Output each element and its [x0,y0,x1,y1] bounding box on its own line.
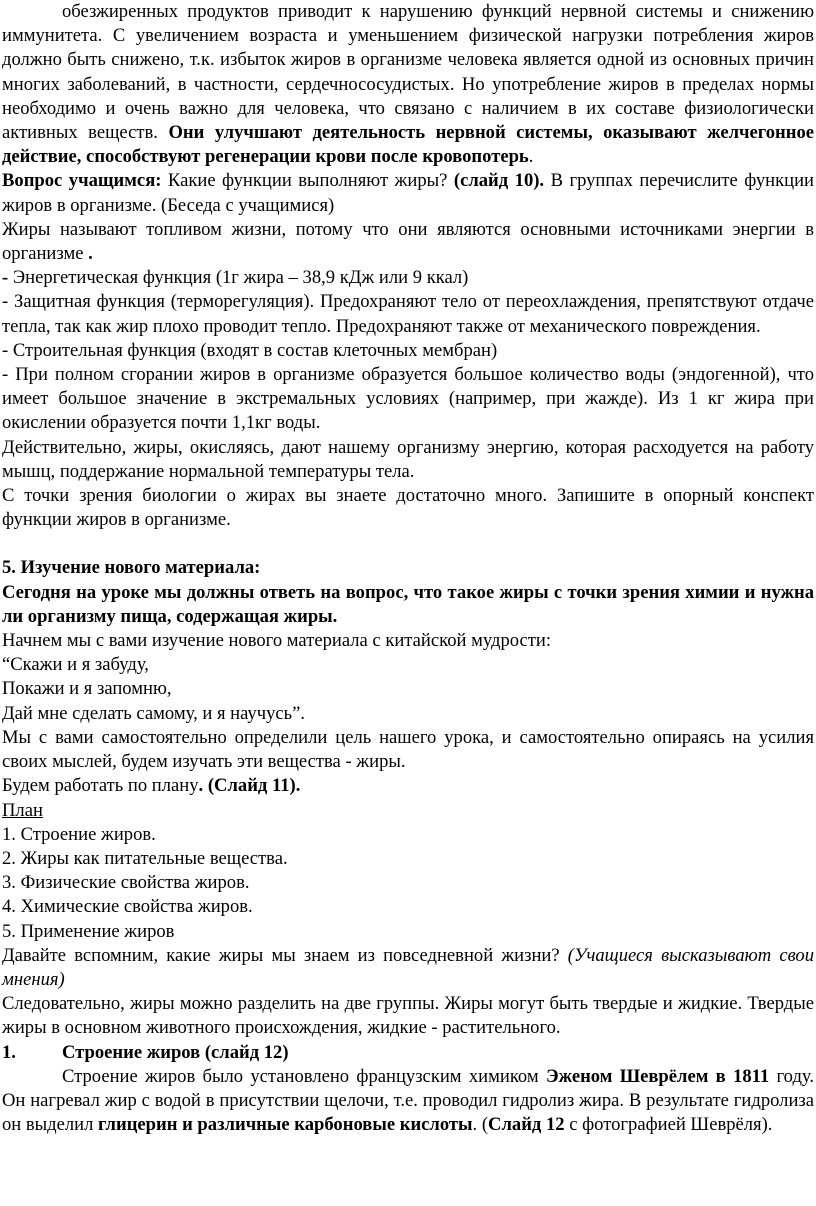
wisdom-intro: Начнем мы с вами изучение нового материала с китайской мудрости: [2,630,551,652]
recall-paragraph [2,944,814,992]
structure-paragraph [2,1065,814,1138]
question-slide: (слайд 10). [453,170,545,192]
recall-italic: (Учащиеся высказывают свои мнения) [2,944,814,990]
function-protective: - Защитная функция (терморегуляция). Предохраняют тело от переохлаждения, препятствуют отдаче тепла, так как жир плохо проводит тепло. Предохраняют также от механического повреждения. [2,291,814,337]
structure-chemist: Эженом Шеврёлем в 1811 [545,1065,770,1087]
document-page [2,0,814,1137]
function-energy [2,266,814,290]
quote-line-2: Покажи и я запомню, [2,678,172,700]
biology-note: С точки зрения биологии о жирах вы знаете достаточно много. Запишите в опорный конспект функции жиров в организме. [2,485,814,531]
plan-item: 3. Физические свойства жиров. [2,872,250,894]
structure-heading [2,1041,814,1065]
function-water: - При полном сгорании жиров в организме образуется большое количество воды (эндогенной), что имеет большое значение в экстремальных условиях (например, при жажде). Из 1 кг жира при окислении образуется почти 1,1кг воды. [2,364,814,434]
intro-end: . [528,146,534,168]
question-text-b: В группах перечислите функции жиров в организме. (Беседа с учащимися) [2,170,815,216]
function-energy-dash: - [2,267,13,289]
structure-number: 1. [2,1041,16,1063]
intro-text: обезжиренных продуктов приводит к нарушению функций нервной системы и снижению иммунитета. С увеличением возраста и уменьшением физической нагрузки потребления жиров должно быть снижено, т.к. избыток жиров в организме человека является одной из основных причин многих заболеваний, в частности, сердечнососудистых. Но употребление жиров в пределах нормы необходимо и очень важно для человека, что связано с наличием в их составе физиологически активных веществ. [2,1,814,144]
lesson-goal-text: Сегодня на уроке мы должны ответь на вопрос, что такое жиры с точки зрения химии и нужна ли организму пища, содержащая жиры. [2,581,814,627]
question-text: Какие функции выполняют жиры? [161,170,454,192]
structure-text-b: году. Он нагревал жир с водой в присутствии щелочи, т.е. проводил гидролиз жира. В результате гидролиза он выделил [2,1065,814,1136]
plan-intro [2,774,814,798]
structure-text-c: . ( [472,1114,489,1136]
self-study-paragraph: Мы с вами самостоятельно определили цель нашего урока, и самостоятельно опираясь на усилия своих мыслей, будем изучать эти вещества - жиры. [2,726,814,773]
structure-text-d: с фотографией Шеврёля). [564,1114,773,1136]
intro-paragraph [2,0,814,169]
section5-heading-text: 5. Изучение нового материала: [2,557,261,579]
plan-intro-text: Будем работать по плану [2,775,199,797]
section5-heading [2,556,814,580]
functions-summary: Действительно, жиры, окисляясь, дают нашему организму энергию, которая расходуется на работу мышц, поддержание нормальной температуры тела. [2,436,814,482]
question-label: Вопрос учащимся: [2,170,162,192]
functions-intro [2,218,814,266]
function-energy-text: Энергетическая функция (1г жира – 38,9 кДж или 9 ккал) [12,267,469,289]
quote-line-1: “Скажи и я забуду, [2,654,149,676]
functions-intro-text: Жиры называют топливом жизни, потому что они являются основными источниками энергии в организме [2,218,814,265]
groups-paragraph: Следовательно, жиры можно разделить на две группы. Жиры могут быть твердые и жидкие. Твердые жиры в основном животного происхождения, жидкие - растительного. [2,993,814,1039]
structure-heading-text: Строение жиров (слайд 12) [62,1041,289,1063]
question-paragraph [2,169,814,217]
plan-slide: . (Слайд 11). [198,775,301,797]
plan-item: 5. Применение жиров [2,920,175,942]
structure-text-a: Строение жиров было установлено французским химиком [62,1065,546,1087]
lesson-goal [2,581,814,629]
plan-item: 2. Жиры как питательные вещества. [2,847,288,869]
structure-slide: Слайд 12 [488,1114,565,1136]
plan-item: 4. Химические свойства жиров. [2,896,253,918]
recall-text: Давайте вспомним, какие жиры мы знаем из повседневной жизни? [2,944,568,966]
spacer [2,532,814,556]
plan-item: 1. Строение жиров. [2,823,156,845]
structure-products: глицерин и различные карбоновые кислоты [98,1114,473,1136]
intro-bold-text: Они улучшают деятельность нервной системы, оказывают желчегонное действие, способствуют регенерации крови после кровопотерь [2,122,815,168]
plan-title-text: План [2,799,43,821]
plan-title [2,799,814,823]
quote-line-3: Дай мне сделать самому, и я научусь”. [2,702,306,724]
function-structural: - Строительная функция (входят в состав клеточных мембран) [2,339,498,361]
functions-intro-dot: . [88,243,93,265]
